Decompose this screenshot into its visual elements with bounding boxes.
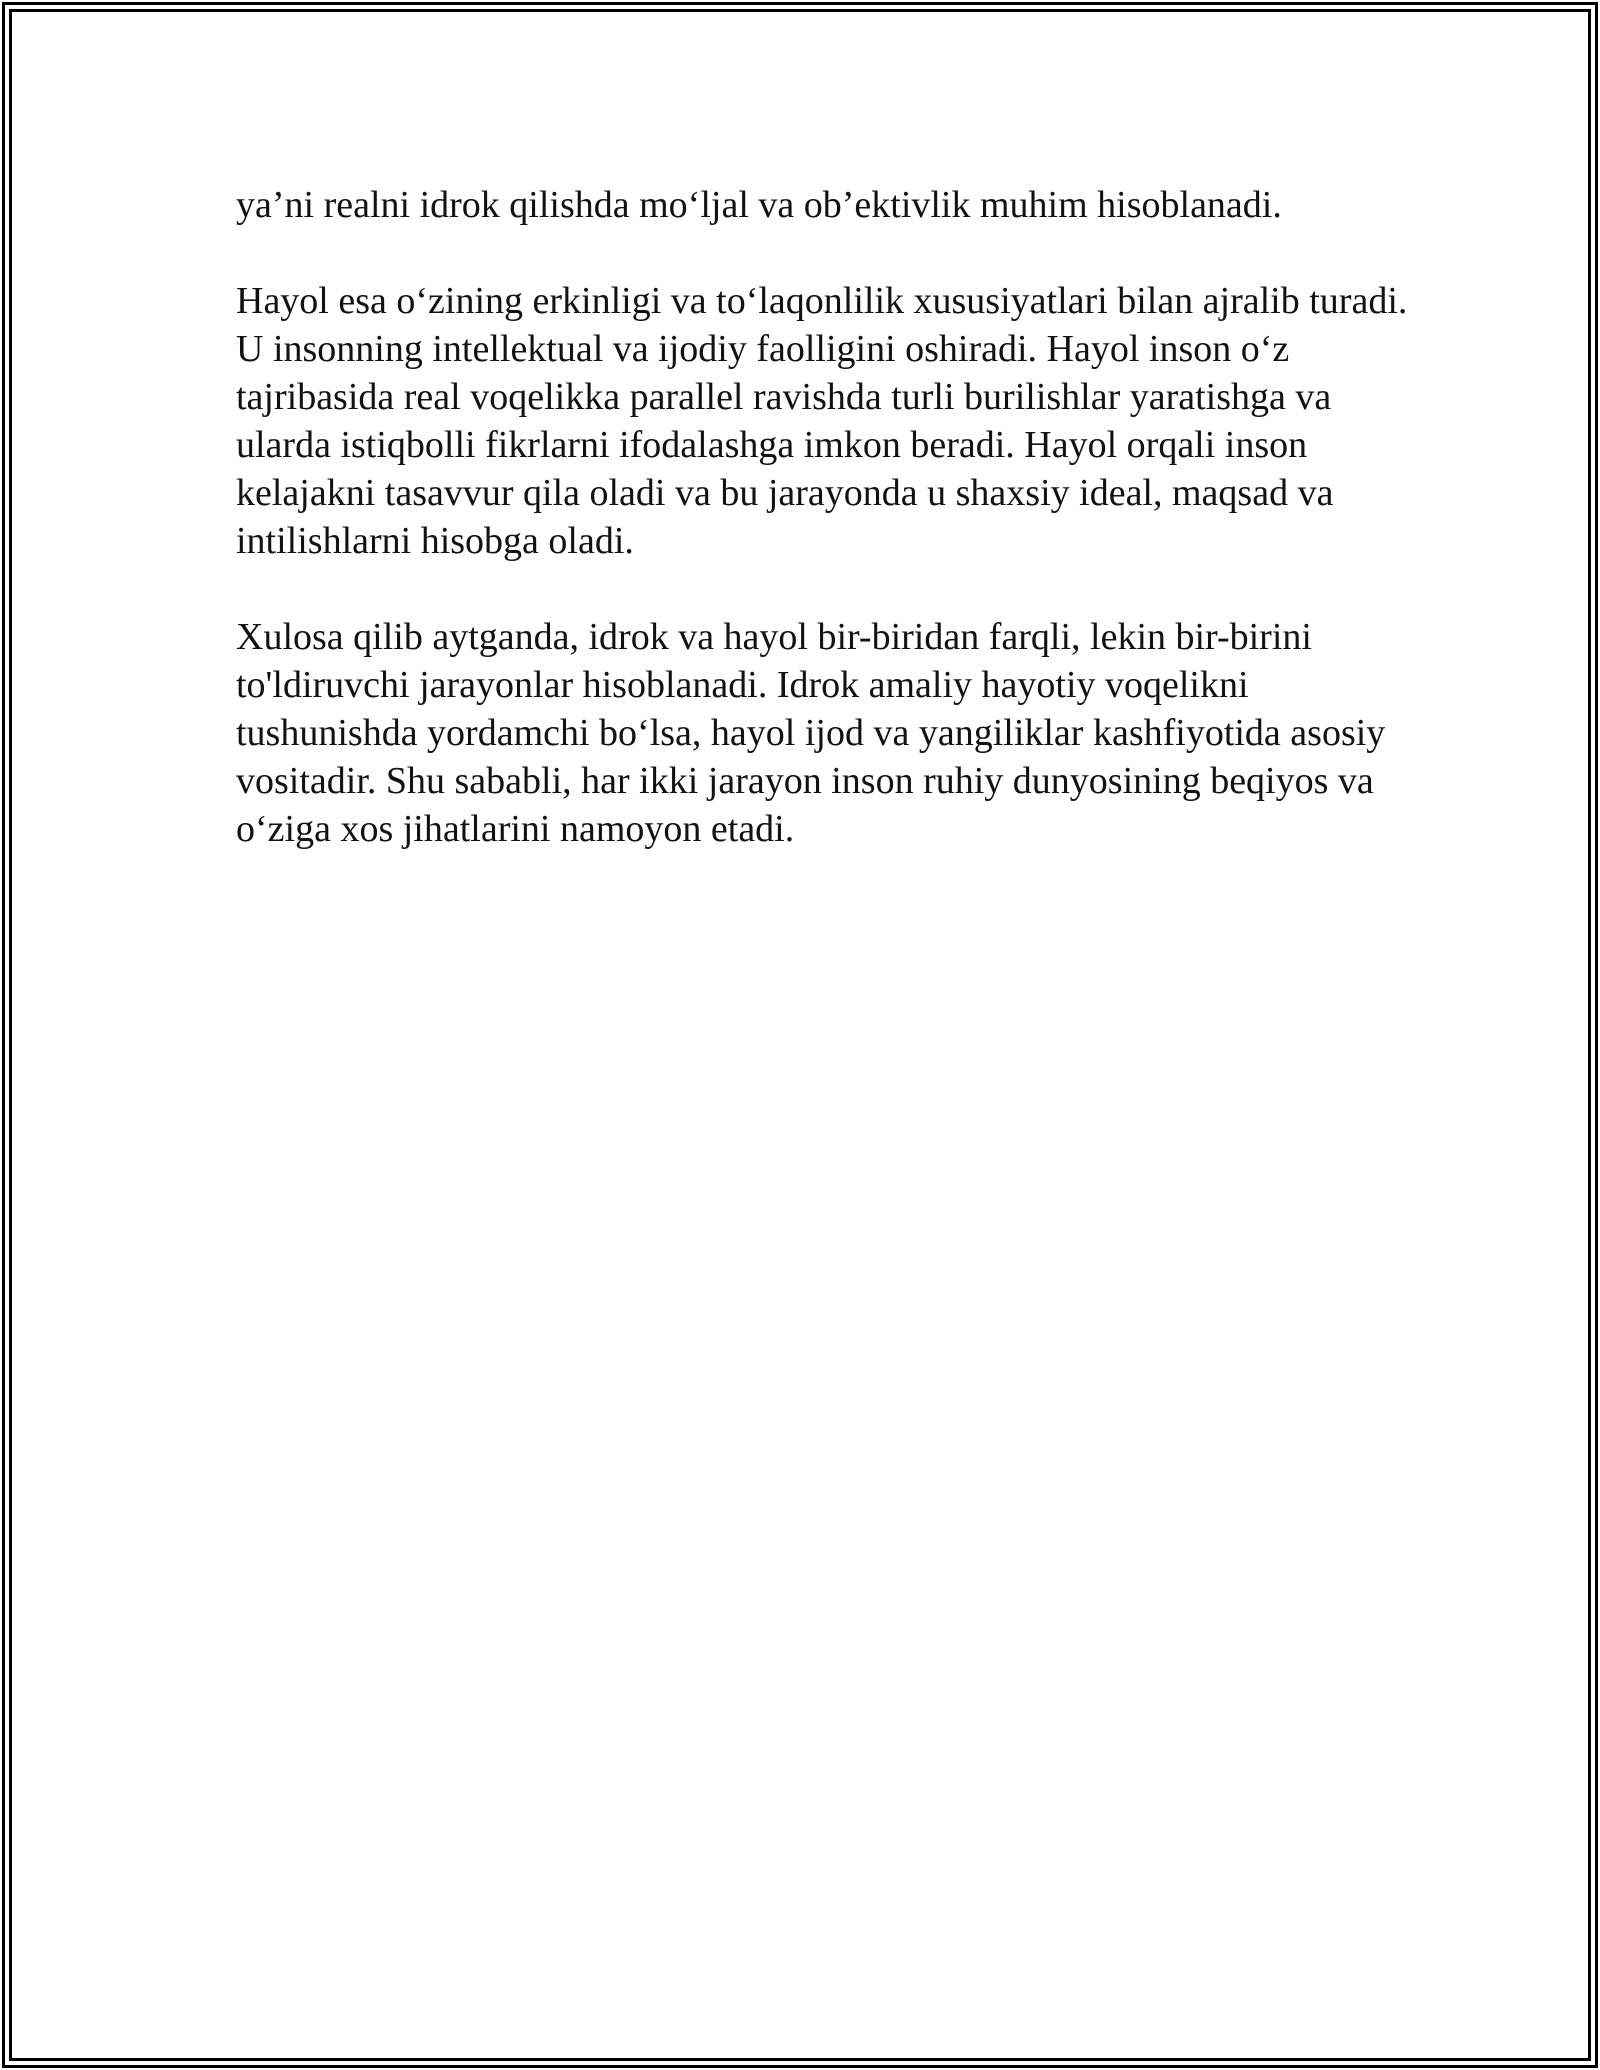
paragraph-1: [236, 181, 1526, 229]
text-line: tushunishda yordamchi bo‘lsa, hayol ijod va yangiliklar kashfiyotida asosiy: [236, 712, 1386, 754]
text-line: kelajakni tasavvur qila oladi va bu jarayonda u shaxsiy ideal, maqsad va: [236, 472, 1334, 514]
text-line: vositadir. Shu sababli, har ikki jarayon inson ruhiy dunyosining beqiyos va: [236, 760, 1374, 802]
text-line: to'ldiruvchi jarayonlar hisoblanadi. Idrok amaliy hayotiy voqelikni: [236, 664, 1249, 706]
document-body-text: [236, 181, 1526, 901]
text-line: ya’ni realni idrok qilishda mo‘ljal va ob’ektivlik muhim hisoblanadi.: [236, 184, 1282, 226]
text-line: Xulosa qilib aytganda, idrok va hayol bir-biridan farqli, lekin bir-birini: [236, 616, 1312, 658]
text-line: U insonning intellektual va ijodiy faolligini oshiradi. Hayol inson o‘z: [236, 328, 1290, 370]
paragraph-3: [236, 613, 1526, 853]
text-line: ularda istiqbolli fikrlarni ifodalashga imkon beradi. Hayol orqali inson: [236, 424, 1308, 466]
text-line: intilishlarni hisobga oladi.: [236, 520, 634, 562]
text-line: o‘ziga xos jihatlarini namoyon etadi.: [236, 808, 795, 850]
text-line: tajribasida real voqelikka parallel ravishda turli burilishlar yaratishga va: [236, 376, 1332, 418]
paragraph-2: [236, 277, 1526, 565]
text-line: Hayol esa o‘zining erkinligi va to‘laqonlilik xususiyatlari bilan ajralib turadi.: [236, 280, 1408, 322]
